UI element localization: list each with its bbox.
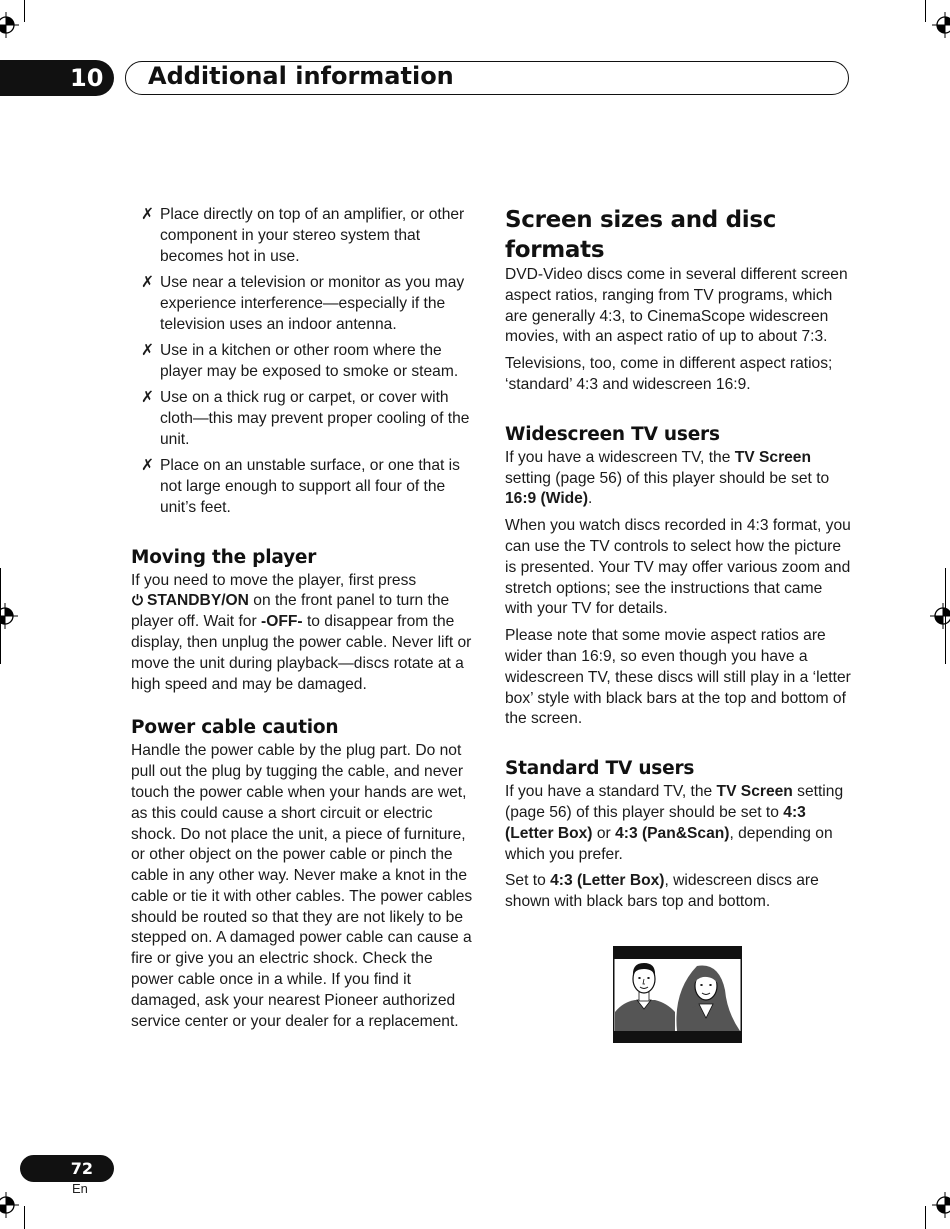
list-item: ✗ Place directly on top of an amplifier, or other component in your stereo system that becomes hot in use. bbox=[141, 206, 465, 265]
paragraph: Televisions, too, come in different aspect ratios; ‘standard’ 4:3 and widescreen 16:9. bbox=[505, 355, 833, 393]
standard-section bbox=[505, 756, 853, 913]
cross-mark-icon: ✗ bbox=[141, 389, 155, 407]
widescreen-section bbox=[505, 422, 853, 730]
moving-section bbox=[131, 545, 479, 696]
power-paragraph: Handle the power cable by the plug part. Do not pull out the plug by tugging the cable, and never touch the power cable when your hands are wet, as this could cause a short circuit or electric shock. Do not place the unit, a piece of furniture, or other object on the power cable or pinch the cable in any other way. Never make a knot in the cable or tie it with other cables. The power cables should be routed so that they are not likely to be stepped on. A damaged power cable can cause a fire or give you an electric shock. Check the power cable once in a while. If you find it damaged, ask your nearest Pioneer authorized service center or your dealer for a replacement. bbox=[131, 742, 473, 1030]
paragraph: Set to 4:3 (Letter Box), widescreen discs are shown with black bars top and bottom. bbox=[505, 872, 819, 911]
warning-list bbox=[131, 205, 479, 519]
registration-mark-icon bbox=[0, 12, 19, 38]
list-item: ✗ Place on an unstable surface, or one that is not large enough to support all four of the unit’s feet. bbox=[141, 457, 460, 516]
paragraph: DVD-Video discs come in several different screen aspect ratios, ranging from TV programs, which are generally 4:3, to CinemaScope widescreen movies, with an aspect ratio of up to about 7:3. bbox=[505, 266, 848, 346]
cross-mark-icon: ✗ bbox=[141, 341, 155, 359]
registration-mark-icon bbox=[932, 1192, 950, 1218]
cross-mark-icon: ✗ bbox=[141, 206, 155, 223]
moving-paragraph: If you need to move the player, first press STANDBY/ON on the front panel to turn the player off. Wait for -OFF- to disappear from the display, then unplug the power cable. Never lift or move the unit during playback—discs rotate at a high speed and may be damaged. bbox=[131, 571, 472, 693]
section-title: Screen sizes and disc formats bbox=[505, 207, 777, 263]
trim-line bbox=[24, 1206, 25, 1229]
trim-line bbox=[925, 1206, 926, 1229]
section-heading: Moving the player bbox=[131, 546, 317, 568]
section-heading: Standard TV users bbox=[505, 758, 695, 780]
power-icon bbox=[131, 593, 144, 606]
language-label: En bbox=[72, 1181, 88, 1196]
paragraph: Please note that some movie aspect ratios are wider than 16:9, so even though you have a widescreen TV, these discs will still play in a ‘letter box’ style with black bars at the top and bottom of the screen. bbox=[505, 627, 851, 728]
list-item: ✗ Use in a kitchen or other room where the player may be exposed to smoke or steam. bbox=[141, 341, 459, 380]
registration-mark-icon bbox=[0, 603, 18, 629]
cross-mark-icon: ✗ bbox=[141, 273, 155, 291]
registration-mark-icon bbox=[932, 12, 950, 38]
chapter-number-badge: 10 bbox=[0, 60, 114, 96]
cross-mark-icon: ✗ bbox=[141, 457, 155, 475]
trim-line bbox=[24, 0, 25, 22]
registration-mark-icon bbox=[0, 1192, 19, 1218]
chapter-title-box bbox=[125, 61, 849, 95]
page-number: 72 bbox=[20, 1155, 114, 1182]
left-column bbox=[131, 205, 479, 1052]
registration-mark-icon bbox=[930, 603, 950, 629]
power-cable-section bbox=[131, 715, 479, 1032]
trim-line bbox=[925, 0, 926, 22]
chapter-title: Additional information bbox=[148, 62, 454, 90]
paragraph: When you watch discs recorded in 4:3 format, you can use the TV controls to select how the picture is presented. Your TV may offer various zoom and stretch options; see the instructions that came with your TV for details. bbox=[505, 517, 851, 618]
list-item: ✗ Use on a thick rug or carpet, or cover with cloth—this may prevent proper cooling of the unit. bbox=[141, 389, 470, 448]
section-heading: Power cable caution bbox=[131, 717, 339, 739]
paragraph: If you have a widescreen TV, the TV Screen setting (page 56) of this player should be set to 16:9 (Wide). bbox=[505, 448, 830, 508]
list-item: ✗ Use near a television or monitor as you may experience interference—especially if the television uses an indoor antenna. bbox=[141, 273, 465, 333]
letterbox-illustration bbox=[613, 946, 742, 1043]
paragraph: If you have a standard TV, the TV Screen setting (page 56) of this player should be set to 4:3 (Letter Box) or 4:3 (Pan&Scan), depending on which you prefer. bbox=[505, 783, 844, 863]
right-column bbox=[505, 205, 853, 939]
section-heading: Widescreen TV users bbox=[505, 423, 720, 445]
screen-sizes-section bbox=[505, 205, 853, 396]
